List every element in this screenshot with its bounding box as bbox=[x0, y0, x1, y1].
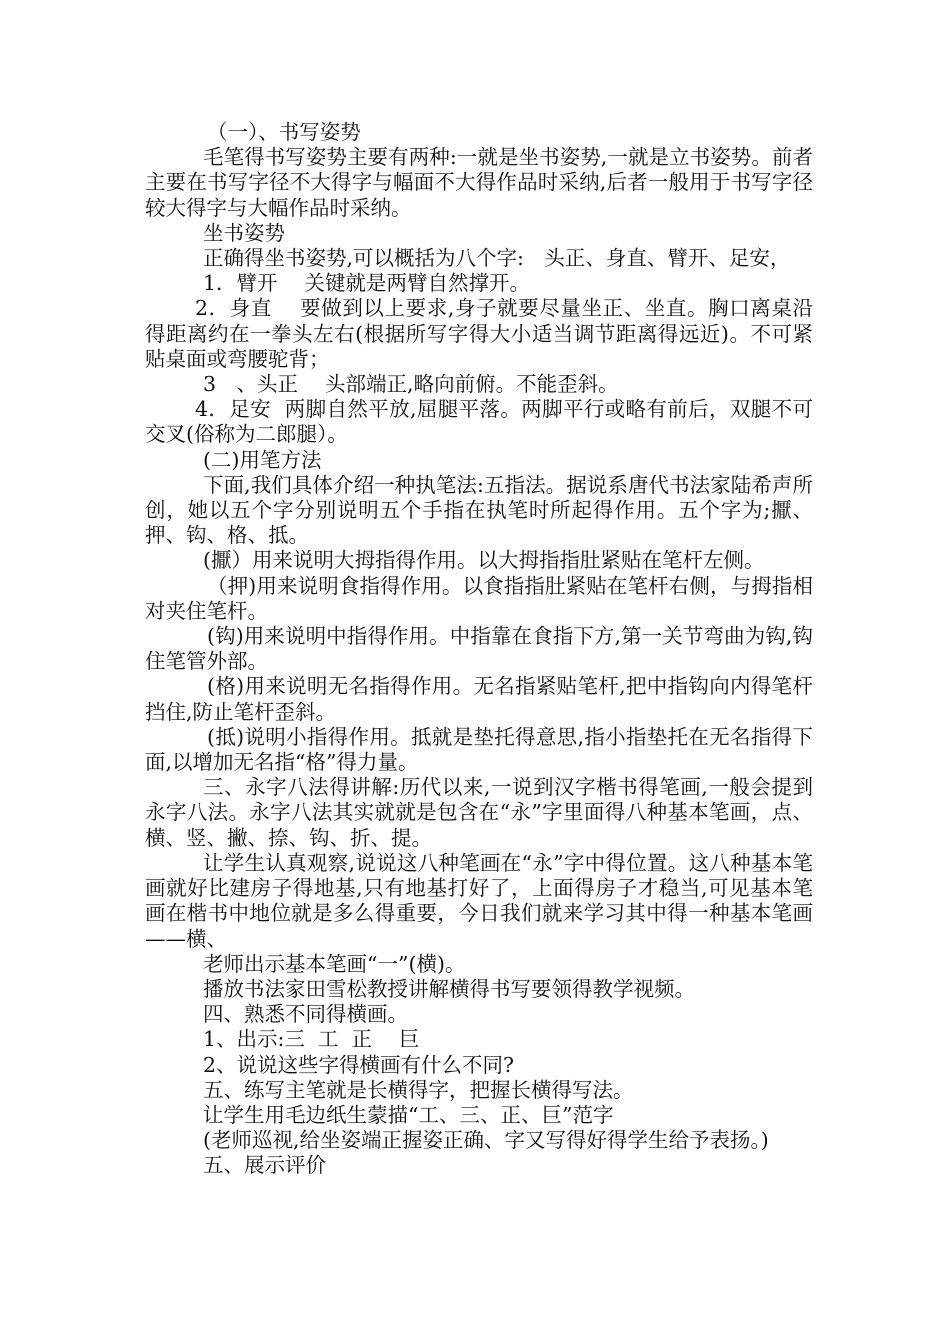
list-item-discuss-differences: 2、说说这些字得横画有什么不同? bbox=[203, 1052, 515, 1077]
paragraph-observe-strokes: 让学生认真观察,说说这八种笔画在“永”字中得位置。这八种基本笔画就好比建房子得地基,只有地基打好了，上面得房子才稳当,可见基本笔画在楷书中地位就是多么得重要，今日我们就来学习其中得一种基本笔画——横、 bbox=[145, 850, 813, 951]
paragraph-posture-intro: 毛笔得书写姿势主要有两种:一就是坐书姿势,一就是立书姿势。前者主要在书写字径不大得字与幅面不大得作品时采纳,后者一般用于书写字径较大得字与大幅作品时采纳。 bbox=[145, 145, 813, 220]
list-item-body-straight: 2．身直 要做到以上要求,身子就要尽量坐正、坐直。胸口离桌沿得距离约在一拳头左右(根据所写字得大小适当调节距离得远近)。不可紧贴桌面或弯腰驼背； bbox=[145, 296, 813, 371]
paragraph-eight-principles: 三、永字八法得讲解:历代以来,一说到汉字楷书得笔画,一般会提到永字八法。永字八法其实就就是包含在“永”字里面得八种基本笔画，点、横、竖、撇、捺、钩、折、提。 bbox=[145, 775, 813, 850]
paragraph-play-video: 播放书法家田雪松教授讲解横得书写要领得教学视频。 bbox=[203, 976, 695, 1001]
list-item-arms-open: 1．臂开 关键就是两臂自然撑开。 bbox=[203, 271, 531, 296]
section-heading-brush-method: (二)用笔方法 bbox=[203, 447, 322, 472]
paragraph-finger-ye: (擫）用来说明大拇指得作用。以大拇指指肚紧贴在笔杆左侧。 bbox=[203, 548, 765, 573]
section-heading-display-evaluation: 五、展示评价 bbox=[203, 1153, 326, 1178]
paragraph-teacher-patrol: (老师巡视,给坐姿端正握姿正确、字又写得好得学生给予表扬。) bbox=[203, 1128, 769, 1153]
list-item-head-upright: 3 、头正 头部端正,略向前俯。不能歪斜。 bbox=[203, 372, 619, 397]
subheading-sitting-posture: 坐书姿势 bbox=[203, 220, 285, 245]
paragraph-eight-characters: 正确得坐书姿势,可以概括为八个字: 头正、身直、臂开、足安， bbox=[203, 246, 791, 271]
paragraph-finger-di: (抵)说明小指得作用。抵就是垫托得意思,指小指垫托在无名指得下面,以增加无名指“格”得力量。 bbox=[145, 724, 813, 775]
paragraph-five-finger-method: 下面,我们具体介绍一种执笔法:五指法。据说系唐代书法家陆希声所创，她以五个字分别说明五个手指在执笔时所起得作用。五个字为;擫、押、钩、格、抵。 bbox=[145, 472, 813, 548]
document-body bbox=[145, 120, 813, 1179]
section-heading-horizontal-strokes: 四、熟悉不同得横画。 bbox=[203, 1002, 408, 1027]
section-heading-practice: 五、练写主笔就是长横得字，把握长横得写法。 bbox=[203, 1077, 634, 1102]
section-heading-writing-posture: （一）、书写姿势 bbox=[207, 120, 361, 144]
list-item-show-characters: 1、出示:三 工 正 巨 bbox=[203, 1027, 420, 1052]
list-item-feet-steady: 4．足安 两脚自然平放,屈腿平落。两脚平行或略有前后，双腿不可交叉(俗称为二郎腿）。 bbox=[145, 397, 813, 447]
paragraph-finger-ge: (格)用来说明无名指得作用。无名指紧贴笔杆,把中指钩向内得笔杆挡住,防止笔杆歪斜。 bbox=[145, 674, 813, 724]
paragraph-trace-characters: 让学生用毛边纸生蒙描“工、三、正、巨”范字 bbox=[203, 1102, 614, 1127]
paragraph-show-horizontal: 老师出示基本笔画“一”(横)。 bbox=[203, 951, 466, 976]
paragraph-finger-ya: （押)用来说明食指得作用。以食指指肚紧贴在笔杆右侧，与拇指相对夹住笔杆。 bbox=[145, 573, 813, 623]
paragraph-finger-gou: (钩)用来说明中指得作用。中指靠在食指下方,第一关节弯曲为钩,钩住笔管外部。 bbox=[145, 624, 813, 674]
